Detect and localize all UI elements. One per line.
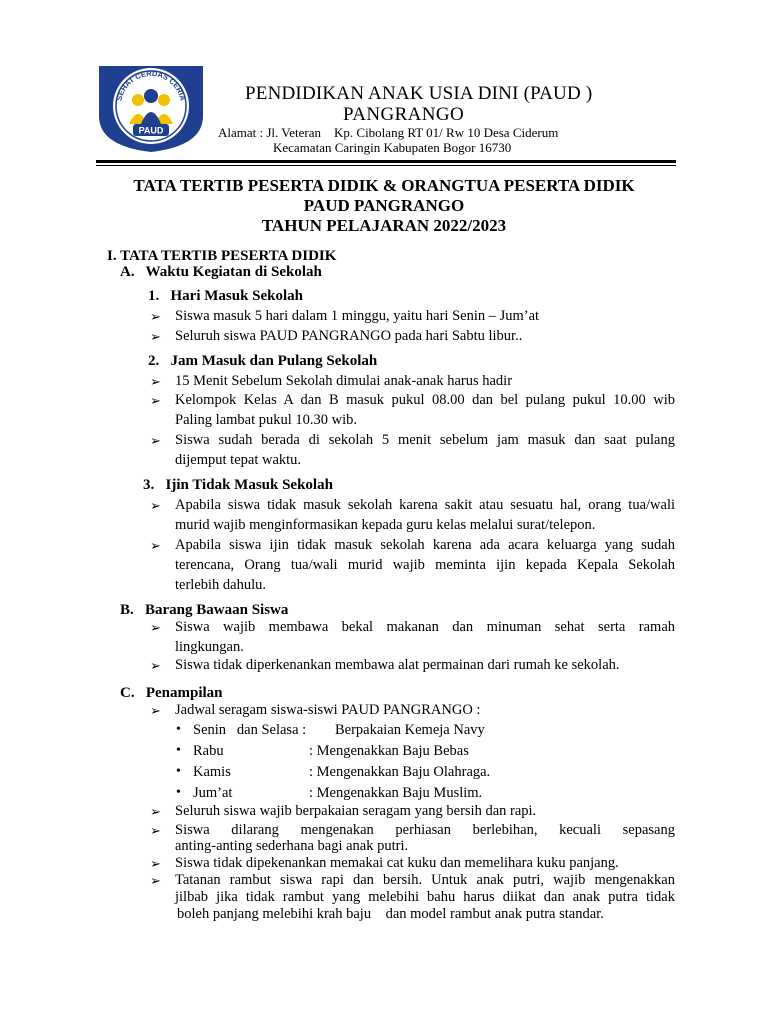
arrow-bullet-icon: ➢ — [150, 329, 161, 344]
arrow-bullet-icon: ➢ — [150, 856, 161, 871]
schedule-day: Senin dan Selasa : — [193, 722, 307, 738]
address-line1: Alamat : Jl. Veteran Kp. Cibolang RT 01/ Rw 10 Desa Ciderum — [218, 125, 559, 140]
arrow-bullet-icon: ➢ — [150, 620, 161, 635]
schedule-desc: : Mengenakkan Baju Bebas — [309, 743, 469, 759]
schedule-day: Rabu — [193, 743, 224, 759]
list-item: Siswa dilarang mengenakan perhiasan berlebihan, kecuali sepasang — [175, 822, 675, 838]
item-3-heading: 3. Ijin Tidak Masuk Sekolah — [143, 477, 333, 493]
list-item: Siswa sudah berada di sekolah 5 menit sebelum jam masuk dan saat pulang — [175, 432, 675, 448]
arrow-bullet-icon: ➢ — [150, 538, 161, 553]
dot-bullet-icon: • — [176, 722, 181, 737]
section-heading: I. TATA TERTIB PESERTA DIDIK — [107, 248, 337, 264]
logo-motto: SEHAT CERDAS CERIA — [114, 68, 188, 102]
list-item-continuation: terlebih dahulu. — [175, 577, 267, 593]
item-2-heading: 2. Jam Masuk dan Pulang Sekolah — [148, 353, 378, 369]
arrow-bullet-icon: ➢ — [150, 309, 161, 324]
logo-badge-text: PAUD — [138, 125, 164, 136]
dot-bullet-icon: • — [176, 785, 181, 800]
list-item: Jadwal seragam siswa-siswi PAUD PANGRANGO : — [175, 702, 481, 718]
list-item-continuation: jilbab jika tidak rambut yang melebihi bahu harus diikat dan anak putra tidak — [175, 889, 675, 905]
list-item-continuation: dijemput tepat waktu. — [175, 452, 302, 468]
list-item-continuation: lingkungan. — [175, 639, 244, 655]
list-item: Siswa masuk 5 hari dalam 1 minggu, yaitu hari Senin – Jum’at — [175, 308, 540, 324]
list-item: Seluruh siswa PAUD PANGRANGO pada hari Sabtu libur.. — [175, 328, 523, 344]
list-item-continuation: Paling lambat pukul 10.30 wib. — [175, 412, 358, 428]
schedule-desc: : Mengenakkan Baju Muslim. — [309, 785, 483, 801]
org-name-line1: PENDIDIKAN ANAK USIA DINI (PAUD ) — [245, 83, 593, 104]
subsection-b-heading: B. Barang Bawaan Siswa — [120, 602, 289, 618]
arrow-bullet-icon: ➢ — [150, 498, 161, 513]
arrow-bullet-icon: ➢ — [150, 374, 161, 389]
list-item: Siswa tidak diperkenankan membawa alat permainan dari rumah ke sekolah. — [175, 657, 620, 673]
letterhead-rule-thick — [96, 160, 676, 163]
list-item-continuation: boleh panjang melebihi krah baju dan model rambut anak putra standar. — [177, 906, 604, 922]
arrow-bullet-icon: ➢ — [150, 823, 161, 838]
list-item: Siswa tidak dipekenankan memakai cat kuku dan memelihara kuku panjang. — [175, 855, 619, 871]
dot-bullet-icon: • — [176, 743, 181, 758]
list-item: Apabila siswa tidak masuk sekolah karena sakit atau sesuatu hal, orang tua/wali — [175, 497, 675, 513]
list-item: Apabila siswa ijin tidak masuk sekolah karena ada acara keluarga yang sudah — [175, 537, 675, 553]
list-item: Tatanan rambut siswa rapi dan bersih. Untuk anak putri, wajib mengenakkan — [175, 872, 675, 888]
dot-bullet-icon: • — [176, 764, 181, 779]
org-name-line2: PANGRANGO — [343, 104, 465, 125]
doc-title-line1: TATA TERTIB PESERTA DIDIK & ORANGTUA PESERTA DIDIK — [133, 176, 635, 195]
arrow-bullet-icon: ➢ — [150, 658, 161, 673]
doc-title-line2: PAUD PANGRANGO — [303, 196, 465, 215]
arrow-bullet-icon: ➢ — [150, 703, 161, 718]
list-item-continuation: anting-anting sederhana bagi anak putri. — [175, 838, 409, 854]
list-item-continuation: murid wajib menginformasikan kepada guru kelas melalui surat/telepon. — [175, 517, 596, 533]
list-item: Kelompok Kelas A dan B masuk pukul 08.00 dan bel pulang pukul 10.00 wib — [175, 392, 675, 408]
schedule-desc: : Mengenakkan Baju Olahraga. — [309, 764, 491, 780]
schedule-day: Jum’at — [193, 785, 233, 801]
paud-logo — [93, 62, 209, 154]
schedule-day: Kamis — [193, 764, 231, 780]
arrow-bullet-icon: ➢ — [150, 873, 161, 888]
address-line2: Kecamatan Caringin Kabupaten Bogor 16730 — [273, 140, 512, 155]
item-1-heading: 1. Hari Masuk Sekolah — [148, 288, 304, 304]
list-item: 15 Menit Sebelum Sekolah dimulai anak-anak harus hadir — [175, 373, 513, 389]
list-item: Seluruh siswa wajib berpakaian seragam yang bersih dan rapi. — [175, 803, 537, 819]
list-item: Siswa wajib membawa bekal makanan dan minuman sehat serta ramah — [175, 619, 675, 635]
schedule-desc: Berpakaian Kemeja Navy — [335, 722, 485, 738]
letterhead-rule-thin — [96, 165, 676, 166]
arrow-bullet-icon: ➢ — [150, 393, 161, 408]
arrow-bullet-icon: ➢ — [150, 433, 161, 448]
subsection-c-heading: C. Penampilan — [120, 685, 223, 701]
list-item-continuation: terencana, Orang tua/wali murid wajib meminta ijin kepada Kepala Sekolah — [175, 557, 675, 573]
doc-title-line3: TAHUN PELAJARAN 2022/2023 — [261, 216, 507, 235]
arrow-bullet-icon: ➢ — [150, 804, 161, 819]
subsection-a-heading: A. Waktu Kegiatan di Sekolah — [120, 264, 322, 280]
